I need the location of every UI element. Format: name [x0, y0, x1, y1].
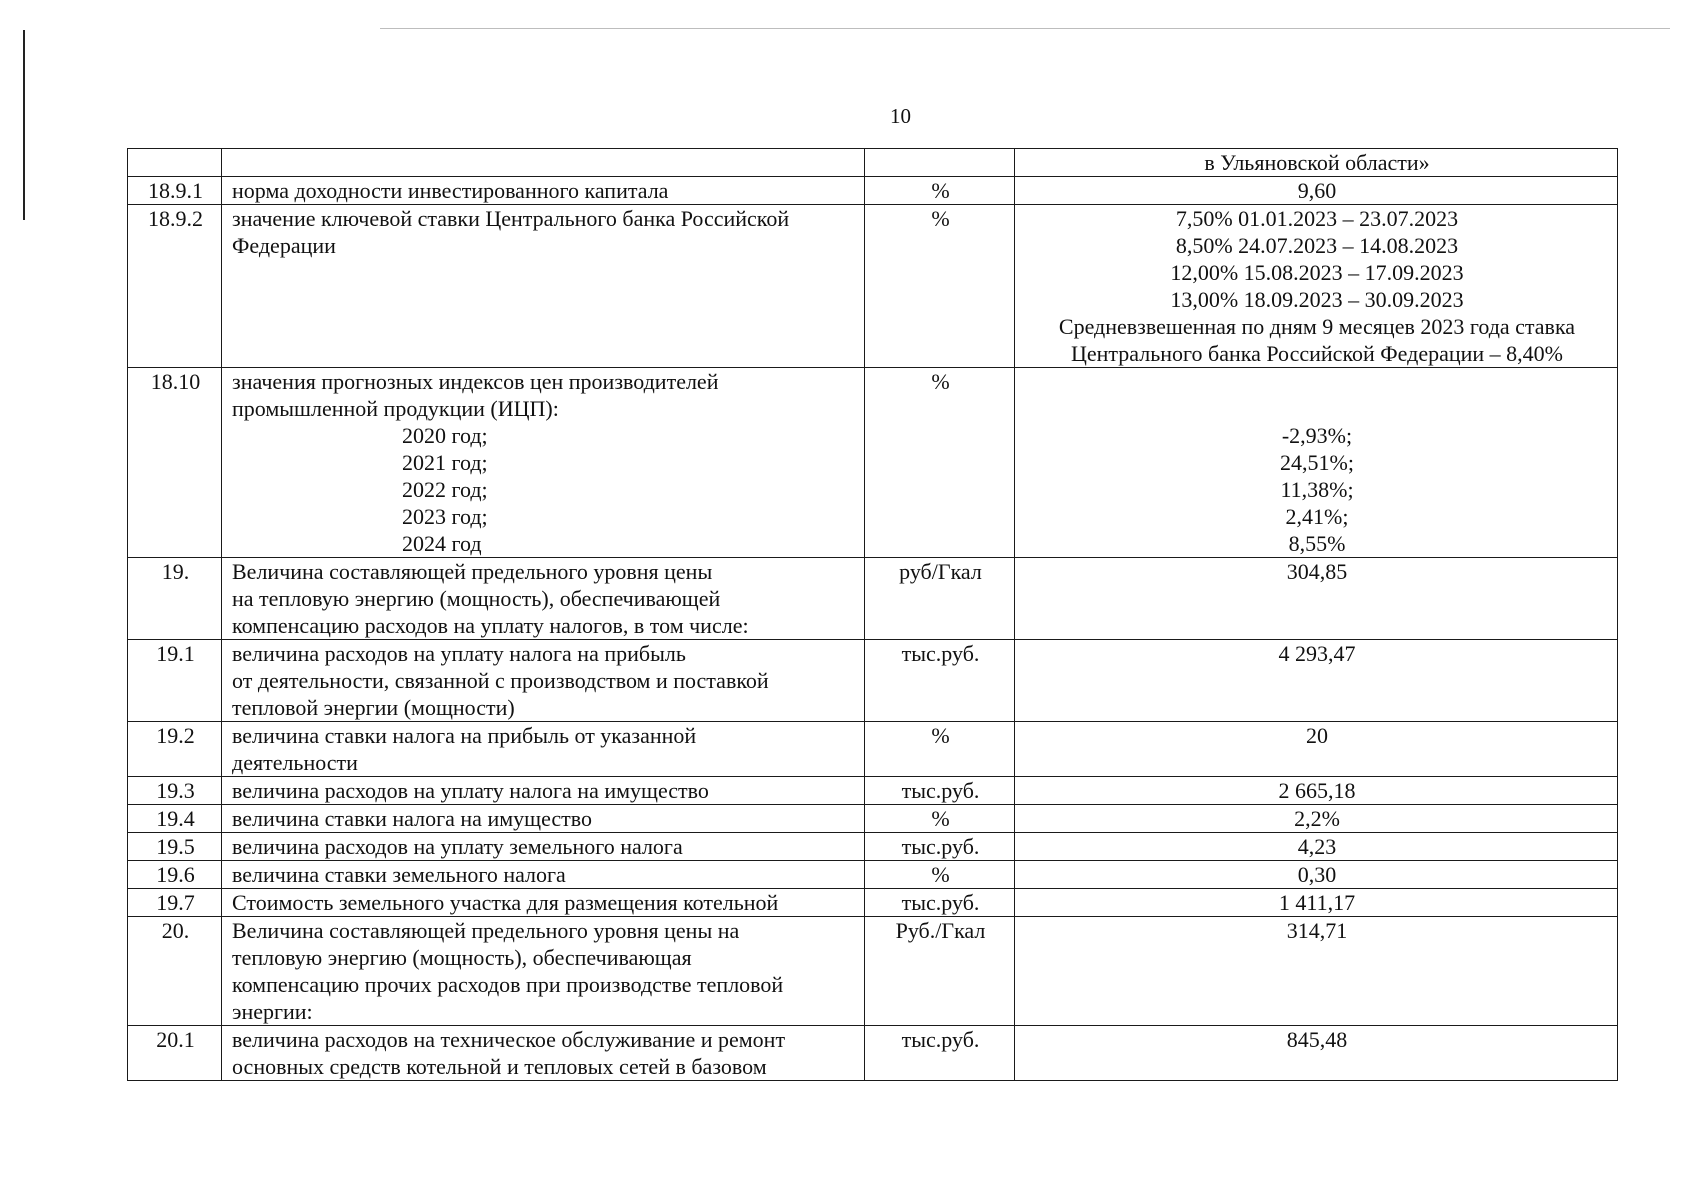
- cell-value-spacer: [1025, 368, 1609, 395]
- cell-value-line: 13,00% 18.09.2023 – 30.09.2023: [1170, 287, 1464, 312]
- table-row: [128, 917, 1618, 1026]
- cell-name-line: значение ключевой ставки Центрального банка Российской: [232, 206, 790, 231]
- cell-value-line: 8,55%: [1288, 531, 1346, 556]
- cell-name-line: величина расходов на техническое обслуживание и ремонт: [232, 1027, 786, 1052]
- cell-year-line: 2021 год;: [402, 450, 488, 475]
- cell-value-line: 2,2%: [1294, 806, 1340, 831]
- cell-unit: тыс.руб.: [865, 777, 1015, 805]
- cell-value-line: 304,85: [1286, 559, 1348, 584]
- cell-unit: [865, 149, 1015, 177]
- table-row: [128, 805, 1618, 833]
- cell-value: [1015, 368, 1618, 558]
- cell-unit: %: [865, 722, 1015, 777]
- cell-name-line: основных средств котельной и тепловых сетей в базовом: [232, 1054, 767, 1079]
- cell-num: 19.6: [128, 861, 222, 889]
- cell-unit: %: [865, 368, 1015, 558]
- cell-name-line: деятельности: [232, 750, 358, 775]
- cell-num: 19.1: [128, 640, 222, 722]
- cell-value: [1015, 205, 1618, 368]
- cell-unit: тыс.руб.: [865, 1026, 1015, 1081]
- cell-name: [222, 640, 865, 722]
- tariff-table: [127, 148, 1618, 1081]
- cell-name: [222, 805, 865, 833]
- cell-name: [222, 889, 865, 917]
- cell-value: [1015, 917, 1618, 1026]
- cell-name-line: от деятельности, связанной с производством и поставкой: [232, 668, 769, 693]
- cell-value: в Ульяновской области»: [1015, 149, 1618, 177]
- cell-name-line: тепловую энергию (мощность), обеспечивающая: [232, 945, 692, 970]
- cell-name: [222, 722, 865, 777]
- cell-value-line: 24,51%;: [1280, 450, 1354, 475]
- cell-num: 18.10: [128, 368, 222, 558]
- cell-value: [1015, 861, 1618, 889]
- cell-name: [222, 777, 865, 805]
- cell-value: [1015, 177, 1618, 205]
- cell-value-line: 7,50% 01.01.2023 – 23.07.2023: [1175, 206, 1459, 231]
- cell-value-line: 4,23: [1297, 834, 1337, 859]
- cell-name: [222, 1026, 865, 1081]
- table-row-header-continuation: [128, 149, 1618, 177]
- cell-name-line: Федерации: [232, 233, 336, 258]
- table-row: [128, 889, 1618, 917]
- cell-unit: %: [865, 205, 1015, 368]
- cell-value: [1015, 805, 1618, 833]
- cell-name-line: величина расходов на уплату налога на имущество: [232, 778, 709, 803]
- cell-value-spacer: [1025, 395, 1609, 422]
- cell-name-line: промышленной продукции (ИЦП):: [232, 396, 559, 421]
- cell-value-line: 20: [1306, 723, 1328, 748]
- cell-num: 19.2: [128, 722, 222, 777]
- cell-value-line: 314,71: [1286, 918, 1348, 943]
- cell-value-line: 1 411,17: [1278, 890, 1356, 915]
- cell-year-line: 2023 год;: [402, 504, 488, 529]
- cell-name-line: величина расходов на уплату налога на прибыль: [232, 641, 686, 666]
- cell-value-line: Средневзвешенная по дням 9 месяцев 2023 года ставка: [1058, 314, 1576, 339]
- cell-name-line: Стоимость земельного участка для размещения котельной: [232, 890, 779, 915]
- table-row: [128, 861, 1618, 889]
- cell-name: [222, 861, 865, 889]
- scan-top-line: [380, 28, 1670, 29]
- table-row: [128, 722, 1618, 777]
- cell-unit: %: [865, 861, 1015, 889]
- cell-num: 19.5: [128, 833, 222, 861]
- cell-name: [222, 368, 865, 558]
- table-row: [128, 833, 1618, 861]
- cell-value-line: 845,48: [1286, 1027, 1348, 1052]
- cell-num: 19.3: [128, 777, 222, 805]
- cell-name-line: величина ставки налога на прибыль от указанной: [232, 723, 697, 748]
- cell-name: [222, 833, 865, 861]
- cell-num: 18.9.1: [128, 177, 222, 205]
- cell-num: 18.9.2: [128, 205, 222, 368]
- table-row: [128, 177, 1618, 205]
- cell-name: [222, 917, 865, 1026]
- cell-name-line: величина ставки земельного налога: [232, 862, 566, 887]
- cell-value: [1015, 1026, 1618, 1081]
- cell-name-line: Величина составляющей предельного уровня цены на: [232, 918, 740, 943]
- cell-name: [222, 177, 865, 205]
- cell-unit: %: [865, 177, 1015, 205]
- cell-value-line: -2,93%;: [1281, 423, 1353, 448]
- cell-name: [222, 149, 865, 177]
- cell-name: [222, 205, 865, 368]
- cell-name-line: величина расходов на уплату земельного налога: [232, 834, 683, 859]
- cell-name: [222, 558, 865, 640]
- cell-name-line: компенсацию расходов на уплату налогов, в том числе:: [232, 613, 749, 638]
- table-row: [128, 558, 1618, 640]
- cell-num: 19.4: [128, 805, 222, 833]
- cell-unit: тыс.руб.: [865, 640, 1015, 722]
- table-row: [128, 368, 1618, 558]
- cell-name-line: значения прогнозных индексов цен производителей: [232, 369, 719, 394]
- cell-value: [1015, 558, 1618, 640]
- cell-unit: тыс.руб.: [865, 889, 1015, 917]
- page-number: 10: [890, 104, 911, 128]
- cell-year-line: 2024 год: [402, 531, 482, 556]
- cell-value-line: 8,50% 24.07.2023 – 14.08.2023: [1175, 233, 1459, 258]
- cell-name-line: Величина составляющей предельного уровня цены: [232, 559, 713, 584]
- cell-unit: Руб./Гкал: [865, 917, 1015, 1026]
- cell-num: 20.: [128, 917, 222, 1026]
- cell-value-line: 0,30: [1297, 862, 1337, 887]
- cell-value: [1015, 640, 1618, 722]
- table-row: [128, 640, 1618, 722]
- cell-value: [1015, 889, 1618, 917]
- table-row: [128, 205, 1618, 368]
- cell-value-line: 11,38%;: [1280, 477, 1354, 502]
- cell-unit: руб/Гкал: [865, 558, 1015, 640]
- cell-name-line: энергии:: [232, 999, 313, 1024]
- cell-value-line: 2,41%;: [1285, 504, 1349, 529]
- cell-unit: %: [865, 805, 1015, 833]
- cell-num: 19.7: [128, 889, 222, 917]
- cell-value: [1015, 833, 1618, 861]
- cell-value-line: 2 665,18: [1278, 778, 1356, 803]
- cell-num: 20.1: [128, 1026, 222, 1081]
- cell-name-line: компенсацию прочих расходов при производстве тепловой: [232, 972, 784, 997]
- cell-value-line: 4 293,47: [1278, 641, 1356, 666]
- table-row: [128, 777, 1618, 805]
- cell-num: [128, 149, 222, 177]
- cell-value-line: 12,00% 15.08.2023 – 17.09.2023: [1170, 260, 1464, 285]
- cell-year-line: 2022 год;: [402, 477, 488, 502]
- cell-unit: тыс.руб.: [865, 833, 1015, 861]
- cell-value: [1015, 777, 1618, 805]
- cell-year-line: 2020 год;: [402, 423, 488, 448]
- cell-value-line: 9,60: [1297, 178, 1337, 203]
- cell-name-line: тепловой энергии (мощности): [232, 695, 515, 720]
- cell-value-line: Центрального банка Российской Федерации – 8,40%: [1070, 341, 1564, 366]
- cell-name-line: норма доходности инвестированного капитала: [232, 178, 669, 203]
- cell-value: [1015, 722, 1618, 777]
- cell-name-line: величина ставки налога на имущество: [232, 806, 593, 831]
- table-row: [128, 1026, 1618, 1081]
- cell-name-line: на тепловую энергию (мощность), обеспечивающей: [232, 586, 721, 611]
- cell-num: 19.: [128, 558, 222, 640]
